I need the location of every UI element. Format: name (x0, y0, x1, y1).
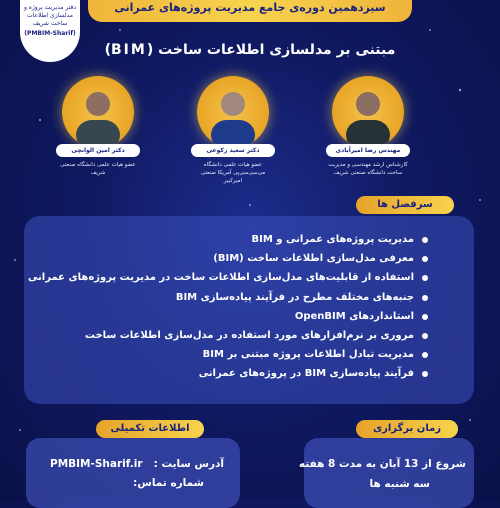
speaker-role: کارشناس ارشد مهندسی و مدیریت ساخت دانشگاه صنعتی شریف (328, 162, 408, 176)
course-subtitle: مبتنی بر مدلسازی اطلاعات ساخت (BIM) (104, 42, 396, 58)
speaker-name: مهندس رضا امیرآبادی (326, 144, 410, 157)
speaker-role: عضو هیات علمی دانشگاه صنعتی شریف (60, 162, 136, 176)
topic-item: معرفی مدل‌سازی اطلاعات ساخت (BIM) (34, 249, 414, 268)
bullet-icon (422, 314, 428, 320)
topic-item: مدیریت تبادل اطلاعات پروژه مبتنی بر BIM (34, 345, 414, 364)
contact-box (26, 438, 240, 508)
speaker-photo (197, 76, 269, 148)
schedule-start: شروع از 13 آبان به مدت 8 هفته (298, 458, 466, 470)
speaker-card-3 (56, 76, 140, 177)
bullet-icon (422, 237, 428, 243)
bullet-icon (422, 295, 428, 301)
speaker-name: دکتر امین الوانچی (56, 144, 140, 157)
topic-item: مدیریت پروژه‌های عمرانی و BIM (34, 230, 414, 249)
contact-heading: اطلاعات تکمیلی (96, 420, 204, 438)
speaker-card-2 (191, 76, 275, 185)
topic-item: جنبه‌های مختلف مطرح در فرآیند پیاده‌سازی BIM (34, 288, 414, 307)
topic-item: استفاده از قابلیت‌های مدل‌سازی اطلاعات ساخت در مدیریت پروژه‌های عمرانی (34, 268, 414, 287)
bullet-icon (422, 352, 428, 358)
bullet-icon (422, 371, 428, 377)
phone-label: شماره تماس: (133, 477, 204, 489)
topic-item: مروری بر نرم‌افزارهای مورد استفاده در مدل‌سازی اطلاعات ساخت (34, 326, 414, 345)
topics-panel (24, 216, 474, 404)
organizer-name: دفتر مدیریت پروژه و مدلسازی اطلاعات ساخت شریف (23, 4, 77, 27)
schedule-days: سه شنبه ها (369, 478, 430, 490)
speaker-name: دکتر سعید زکوعی (191, 144, 275, 157)
bullet-icon (422, 256, 428, 262)
course-title-banner: سیزدهمین دوره‌ی جامع مدیریت پروژه‌های عمرانی (88, 0, 412, 22)
schedule-box (304, 438, 474, 508)
speaker-photo (62, 76, 134, 148)
topic-item: استانداردهای OpenBIM (34, 307, 414, 326)
topic-item: فرآیند پیاده‌سازی BIM در پروژه‌های عمرانی (34, 364, 414, 383)
bullet-icon (422, 333, 428, 339)
speaker-card-1 (326, 76, 410, 177)
speaker-photo (332, 76, 404, 148)
site-link[interactable]: PMBIM-Sharif.ir (50, 458, 143, 470)
topics-heading: سرفصل ها (356, 196, 454, 214)
site-label: آدرس سایت : (153, 458, 224, 470)
schedule-heading: زمان برگزاری (356, 420, 458, 438)
organizer-acronym: (PMBIM-Sharif) (24, 30, 76, 37)
bullet-icon (422, 275, 428, 281)
speaker-role: عضو هیات علمی دانشگاه می‌سی‌سی‌پی آمریکا صنعتی امیرکبیر (200, 162, 266, 184)
